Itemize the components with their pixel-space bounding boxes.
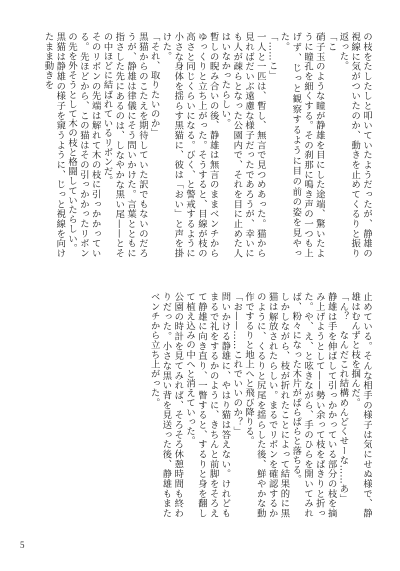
paragraph: しかしながら、枝が折れたことによって結果的に黒猫は解放されたらしい。まるでリボンを確認するかのように、くるりと尻尾を揺らした後、鮮やかな動作でするりと地上へと飛び降りる。 bbox=[243, 292, 290, 518]
paragraph: 硝子玉のような瞳が静雄を目にした途端、驚いたように瞳孔を細くする。その刹那に鳴き声の一つも上げず、じっと観察するように目の前の姿を見やった。 bbox=[278, 32, 325, 258]
dialogue-line: 「ん？ なんだこれ結構めんどくせーな……あ」 bbox=[337, 292, 349, 504]
paragraph: 公園の時計を見てみれば、そろそろ休憩時間も終わりだった。小さな黒い背を見送った後、静雄もまたベンチから立ち上がった。 bbox=[148, 292, 184, 518]
paragraph: の枝をたしたしと叩いていたようだったが、静雄の視線に気がついたのか、動きを止めてくるりと振り返った。 bbox=[337, 32, 372, 258]
paragraph: 止めている。そんな相手の様子は気にせぬ様で、静雄はむんずと枝を掴んだ。 bbox=[349, 292, 372, 518]
dialogue-line: 「お——……これでいいのか？」 bbox=[231, 292, 243, 436]
paragraph: 黒猫からのこたえを期待していた訳でもないのだろうが、静雄は律儀にそう問いかけた。言葉とともに指さした先にあるのは、しなやかな黒い尾——とその中ほどに結ばれているリボンだ。 bbox=[101, 32, 148, 258]
upper-text-block bbox=[22, 32, 372, 258]
paragraph: 暫しの睨み合いの後、静雄は無言のままベンチからゆっくりと立ち上がった。そうすると、目線が枝の高さと同じくらいになる。びく、と警戒するように小さな身体を揺らす黒猫に、彼は「おい」と声を掛けた。 bbox=[160, 32, 219, 258]
dialogue-line: 「……こ」 bbox=[266, 32, 278, 80]
dialogue-line: 「こ bbox=[325, 32, 337, 52]
page-number: 5 bbox=[20, 540, 25, 550]
lower-text-block bbox=[22, 292, 372, 518]
paragraph: そのリボンの先端は解れて木の枝に引っかかっている。先ほどから、この猫はその引っかかったリボンの先を外そうとして木の枝と格闘していたらしい。 bbox=[66, 32, 101, 258]
paragraph: 一人と一匹は、暫し、無言で見つめあった。猫から見ればだいぶ遠慮な様子だったであろうが、幸いにも人が疎らとなった公園内で、それを目に止めた人はいなかったらしい。 bbox=[219, 32, 266, 258]
paragraph: 静雄は手を伸ばして引っかかっている部分の枝を摘み上げようとして——勢い余って枝をばきりと折った。や、え、と呟きながら、手のひらを開いてみれば、粉々になった木片がぱらぱらと落ちる。 bbox=[290, 292, 337, 518]
paragraph: 問いかける静雄に、やはり猫は答えない。けれどもまるで礼をするかのように、きちんと前脚をそろえて静雄に向き直り、一瞥すると、するりと身を翻して植え込みの中へと消えていった。 bbox=[184, 292, 231, 518]
dialogue-line: 「それ、取りたいのか」 bbox=[148, 32, 160, 138]
paragraph: 黒猫は静雄の様子を窺うように、じっと視線を向けたまま動きを bbox=[42, 32, 66, 258]
